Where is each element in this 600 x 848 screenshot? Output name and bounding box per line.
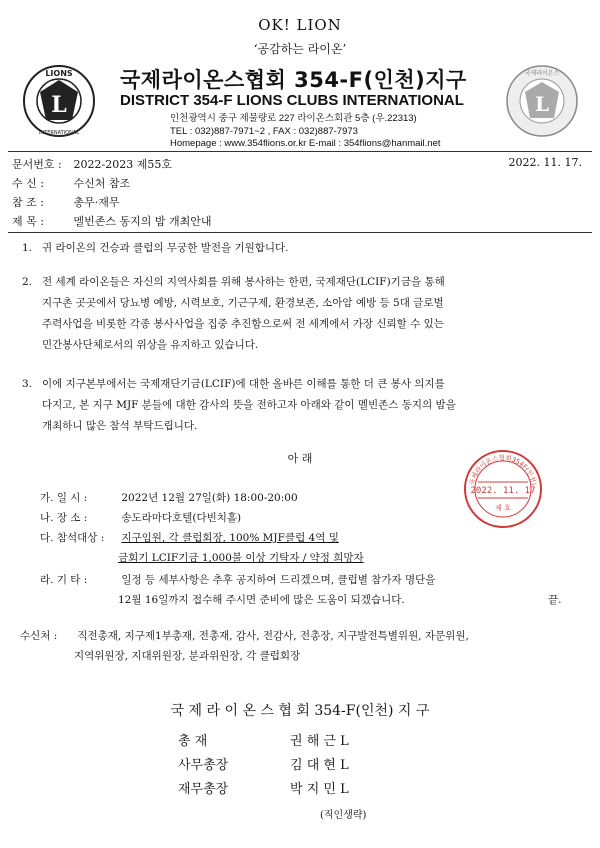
detail-place [40, 510, 241, 525]
svg-text:국제라이온스협회354F(인천) [468, 453, 538, 486]
recipients-row-2 [74, 648, 300, 663]
detail-place-value: 송도라마다호텔(다빈치홀) [121, 512, 242, 524]
paragraph-3 [22, 374, 582, 437]
detail-target-label: 다. 참석대상 : [40, 532, 105, 544]
reference: 총무·재무 [73, 196, 120, 209]
recipient: 수신처 참조 [73, 177, 131, 190]
subject-row [12, 213, 212, 229]
detail-date-label: 가. 일 시 : [40, 492, 88, 504]
recipients-label: 수신처 : [20, 630, 58, 642]
paragraph-3-number: 3. [22, 378, 33, 390]
org-name-en: DISTRICT 354-F LIONS CLUBS INTERNATIONAL [120, 92, 464, 109]
recipient-label: 수 신 : [12, 177, 44, 190]
signature-title: 사무총장 [178, 758, 229, 773]
detail-target-line: 지구임원, 각 클럽회장, 100% MJF클럽 4역 및 [121, 532, 339, 544]
logo-top-text: LIONS [45, 69, 73, 78]
recipients-line: 지역위원장, 지대위원장, 분과위원장, 각 클럽회장 [74, 650, 301, 662]
detail-target-line: 금회기 LCIF기금 1,000불 이상 기탁자 / 약정 희망자 [118, 552, 364, 564]
end-mark: 끝. [548, 594, 562, 606]
paragraph-2-line: 주력사업을 비롯한 각종 봉사사업을 집중 추진함으로써 전 세계에서 가장 신뢰할 수 있는 [42, 318, 444, 330]
subject: 멜빈존스 동지의 밤 개최안내 [73, 215, 212, 228]
recipients-row [20, 628, 469, 643]
paragraph-1 [22, 238, 582, 259]
stamp-bottom-text: 제 호 [495, 504, 511, 512]
phone-fax: TEL : 032)887-7971~2 , FAX : 032)887-7973 [170, 125, 358, 137]
seal-omitted-note: (직인생략) [320, 810, 367, 821]
recipients-line: 직전총재, 지구제1부총재, 전총재, 감사, 전감사, 전총장, 지구발전특별위원, 자문위원, [77, 630, 469, 642]
right-logo-text: 국제라이온스 [524, 70, 560, 77]
stamp-top-text: 국제라이온스협회354F(인천) [468, 453, 538, 487]
paragraph-2-line: 민간봉사단체로서의 위상을 유지하고 있습니다. [42, 339, 259, 351]
detail-etc-line2 [118, 592, 405, 607]
logo-bottom-text: INTERNATIONAL [38, 130, 80, 136]
detail-place-label: 나. 장 소 : [40, 512, 88, 524]
reference-row [12, 194, 120, 210]
signature-title: 재무총장 [178, 782, 229, 797]
detail-etc-label: 라. 기 타 : [40, 574, 88, 586]
signature-title: 총 재 [178, 734, 208, 749]
address: 인천광역시 중구 제물량로 227 라이온스회관 5층 (우.22313) [170, 113, 417, 124]
recipient-row [12, 175, 130, 191]
slogan: ‘공감하는 라이온’ [253, 42, 347, 56]
detail-etc-line: 일정 등 세부사항은 추후 공지하여 드리겠으며, 클럽별 참가자 명단을 [121, 574, 436, 586]
detail-date [40, 490, 298, 505]
paragraph-2-line: 지구촌 곳곳에서 당뇨병 예방, 시력보호, 기근구제, 환경보존, 소아암 예방 등 5대 글로벌 [42, 297, 444, 309]
paragraph-2-line: 전 세계 라이온들은 자신의 지역사회를 위해 봉사하는 한편, 국제재단(LCIF)기금을 통해 [42, 276, 445, 288]
paragraph-3-line: 개최하니 많은 참석 부탁드립니다. [42, 420, 198, 432]
detail-target [40, 530, 339, 545]
subject-label: 제 목 : [12, 215, 44, 228]
paragraph-3-line: 다지고, 본 지구 MJF 분들에 대한 감사의 뜻을 전하고자 아래와 같이 멜빈존스 동지의 밤을 [42, 399, 456, 411]
signature-name: 김 대 현 L [290, 758, 349, 773]
reference-label: 참 조 : [12, 196, 44, 209]
web-email: Homepage : www.354flions.or.kr E-mail : 354flions@hanmail.net [170, 138, 441, 149]
paragraph-2-number: 2. [22, 276, 33, 288]
below-heading: 아 래 [287, 452, 313, 465]
meta-divider [8, 232, 592, 233]
org-name-ko: 국제라이온스협회 354-F(인천)지구 [120, 68, 467, 92]
detail-etc [40, 572, 435, 587]
paragraph-3-line: 이에 지구본부에서는 국제재단기금(LCIF)에 대한 올바른 이해를 통한 더 큰 봉사 의지를 [42, 378, 445, 390]
signature-name: 권 해 근 L [290, 734, 349, 749]
signature-org: 국 제 라 이 온 스 협 회 354-F(인천) 지 구 [170, 703, 430, 719]
right-logo-letter: L [534, 92, 550, 116]
lions-logo-right [505, 64, 579, 138]
paragraph-1-number: 1. [22, 242, 33, 254]
doc-number-label: 문서번호 : [12, 158, 62, 171]
motto: OK! LION [258, 16, 342, 34]
logo-letter: L [51, 92, 67, 118]
doc-date: 2022. 11. 17. [508, 156, 582, 169]
signature-name: 박 지 민 L [290, 782, 349, 797]
paragraph-2 [22, 272, 582, 356]
paragraph-1-text: 귀 라이온의 건승과 클럽의 무궁한 발전을 기원합니다. [42, 242, 289, 254]
doc-number: 2022-2023 제55호 [73, 158, 172, 171]
stamp-date: 2022. 11. 17 [470, 486, 536, 496]
header-divider [8, 151, 592, 152]
lions-logo-left [22, 64, 96, 138]
doc-number-row [12, 156, 172, 172]
detail-date-value: 2022년 12월 27일(화) 18:00-20:00 [121, 492, 298, 504]
address-block [170, 113, 470, 151]
detail-target-line2 [118, 550, 364, 565]
detail-etc-line: 12월 16일까지 접수해 주시면 준비에 많은 도움이 되겠습니다. [118, 594, 405, 606]
approval-stamp [462, 448, 544, 530]
